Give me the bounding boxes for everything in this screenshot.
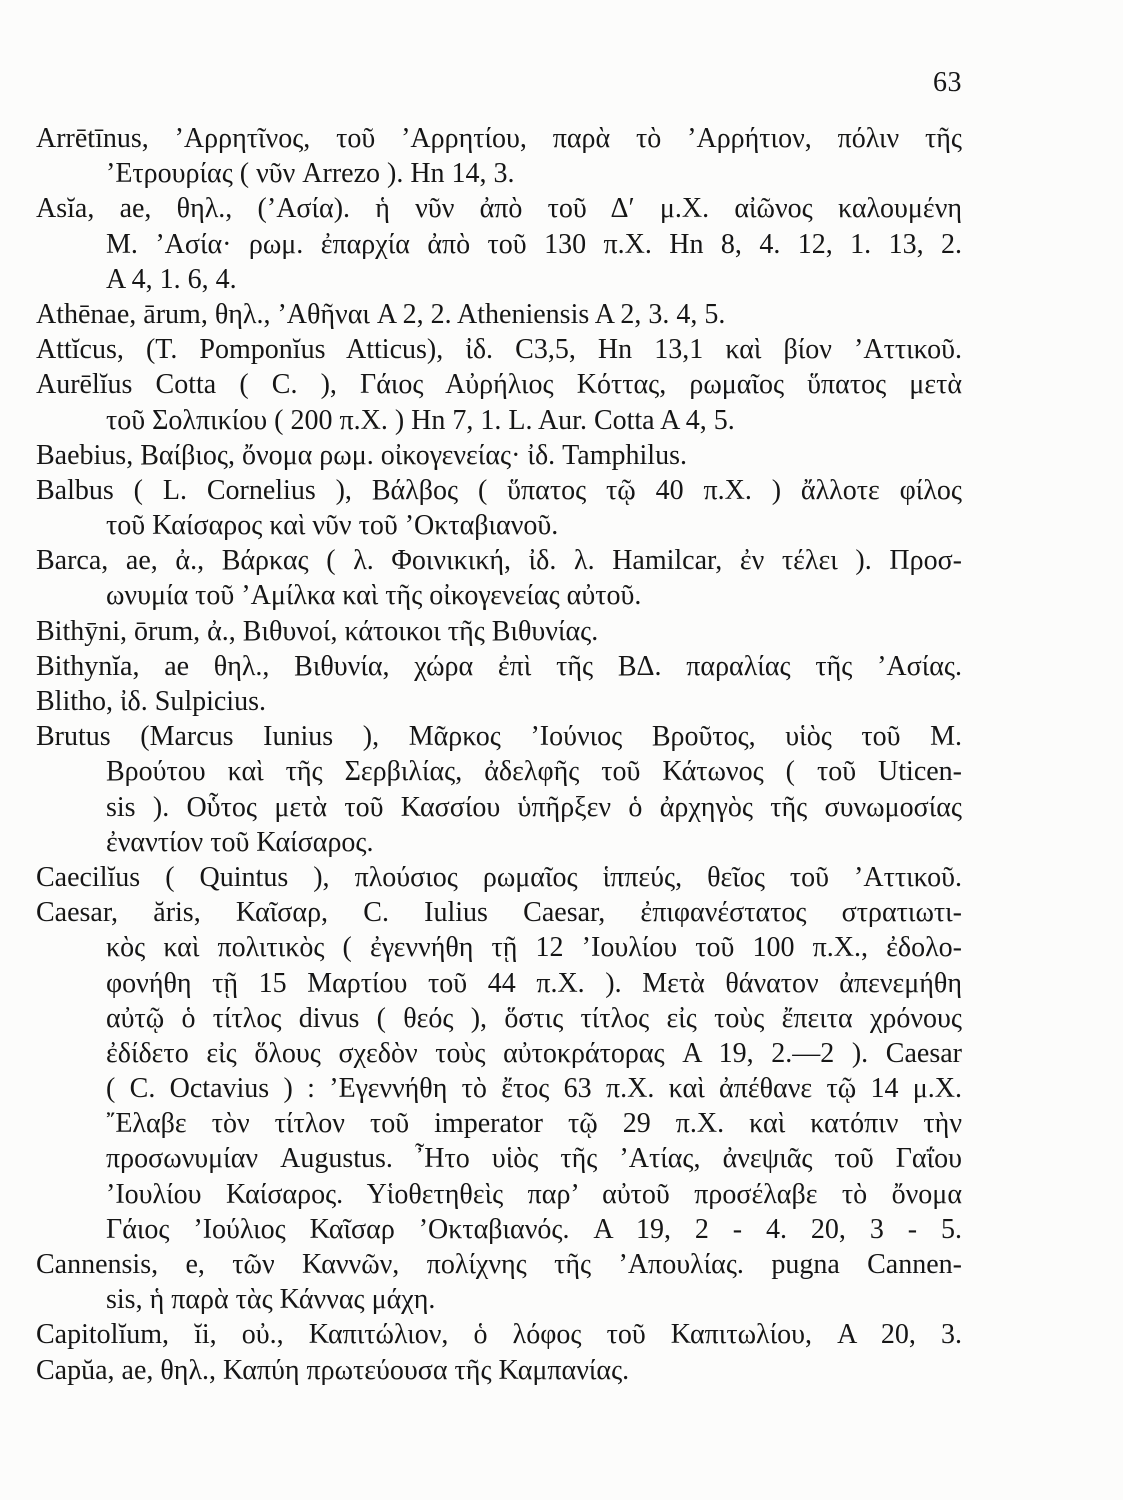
entry-continuation-line: ἐναντίον τοῦ Καίσαρος.: [106, 826, 374, 858]
glossary-entry-atticus: [36, 332, 962, 367]
entry-headword-line: Athēnae, ārum, θηλ., ’Αθῆναι A 2, 2. Atheniensis A 2, 3. 4, 5.: [36, 298, 726, 330]
glossary-entry-blitho: [36, 684, 962, 719]
page-number: 63: [933, 67, 962, 98]
entry-continuation-line: αὐτῷ ὁ τίτλος divus ( θεός ), ὅστις τίτλος εἰς τοὺς ἔπειτα χρόνους: [106, 1002, 962, 1034]
entry-headword-line: Cannensis, e, τῶν Καννῶν, πολίχνης τῆς ’Απουλίας. pugna Cannen-: [36, 1249, 962, 1280]
glossary-text: [36, 121, 962, 1388]
entry-headword-line: Caesar, ăris, Καῖσαρ, C. Iulius Caesar, ἐπιφανέστατος στρατιωτι-: [36, 897, 962, 929]
entry-headword-line: Capŭa, ae, θηλ., Καπύη πρωτεύουσα τῆς Καμπανίας.: [36, 1354, 630, 1386]
entry-headword-line: Arrētīnus, ’Αρρητῖνος, τοῦ ’Αρρητίου, παρὰ τὸ ’Αρρήτιον, πόλιν τῆς: [36, 123, 962, 154]
glossary-entry-bithynia: [36, 649, 962, 684]
glossary-entry-caecilius: [36, 860, 962, 895]
entry-continuation-line: ’Ιουλίου Καίσαρος. Υἱοθετηθεὶς παρ’ αὐτοῦ προσέλαβε τὸ ὄνομα: [106, 1178, 962, 1210]
entry-headword-line: Asĭa, ae, θηλ., (’Ασία). ἡ νῦν ἀπὸ τοῦ Δ′ μ.Χ. αἰῶνος καλουμένη: [36, 193, 962, 225]
entry-continuation-line: τοῦ Καίσαρος καὶ νῦν τοῦ ’Οκταβιανοῦ.: [106, 510, 559, 542]
entry-continuation-line: Γάιος ’Ιούλιος Καῖσαρ ’Οκταβιανός. A 19, 2 - 4. 20, 3 - 5.: [106, 1213, 962, 1245]
entry-continuation-line: Βρούτου καὶ τῆς Σερβιλίας, ἀδελφῆς τοῦ Κάτωνος ( τοῦ Uticen-: [106, 756, 962, 788]
entry-continuation-line: A 4, 1. 6, 4.: [106, 263, 237, 295]
glossary-entry-aurelius: [36, 367, 962, 437]
entry-continuation-line: τοῦ Σολπικίου ( 200 π.Χ. ) Hn 7, 1. L. Aur. Cotta A 4, 5.: [106, 404, 735, 436]
entry-headword-line: Bithynĭa, ae θηλ., Βιθυνία, χώρα ἐπὶ τῆς ΒΔ. παραλίας τῆς ’Ασίας.: [36, 650, 962, 682]
entry-continuation-line: φονήθη τῇ 15 Μαρτίου τοῦ 44 π.Χ. ). Μετὰ θάνατον ἀπενεμήθη: [106, 967, 962, 999]
entry-headword-line: Blitho, ἰδ. Sulpicius.: [36, 686, 266, 717]
entry-continuation-line: ’Ετρουρίας ( νῦν Arrezo ). Hn 14, 3.: [106, 158, 515, 190]
glossary-entry-cannensis: [36, 1247, 962, 1317]
entry-headword-line: Capitolĭum, ĭi, οὐ., Καπιτώλιον, ὁ λόφος τοῦ Καπιτωλίου, A 20, 3.: [36, 1319, 962, 1351]
entry-continuation-line: Μ. ’Ασία· ρωμ. ἐπαρχία ἀπὸ τοῦ 130 π.Χ. Hn 8, 4. 12, 1. 13, 2.: [106, 228, 962, 260]
glossary-entry-capua: [36, 1353, 962, 1388]
entry-headword-line: Caecilĭus ( Quintus ), πλούσιος ρωμαῖος ἱππεύς, θεῖος τοῦ ’Αττικοῦ.: [36, 861, 962, 893]
entry-continuation-line: sis ). Οὗτος μετὰ τοῦ Κασσίου ὑπῆρξεν ὁ ἀρχηγὸς τῆς συνωμοσίας: [106, 791, 962, 823]
glossary-entry-arretinus: [36, 121, 962, 191]
entry-continuation-line: sis, ἡ παρὰ τὰς Κάννας μάχη.: [106, 1284, 436, 1316]
glossary-entry-bithyni: [36, 614, 962, 649]
entry-headword-line: Bithȳni, ōrum, ἀ., Βιθυνοί, κάτοικοι τῆς Βιθυνίας.: [36, 615, 599, 647]
entry-headword-line: Attĭcus, (T. Pomponĭus Atticus), ἰδ. C3,5, Hn 13,1 καὶ βίον ’Αττικοῦ.: [36, 334, 962, 366]
entry-continuation-line: ῎Ελαβε τὸν τίτλον τοῦ imperator τῷ 29 π.Χ. καὶ κατόπιν τὴν: [106, 1108, 962, 1140]
entry-headword-line: Barca, ae, ἀ., Βάρκας ( λ. Φοινικική, ἰδ. λ. Hamilcar, ἐν τέλει ). Προσ-: [36, 545, 962, 577]
glossary-entry-balbus: [36, 473, 962, 543]
entry-headword-line: Baebius, Βαίβιος, ὄνομα ρωμ. οἰκογενείας· ἰδ. Tamphilus.: [36, 439, 687, 471]
entry-headword-line: Balbus ( L. Cornelius ), Βάλβος ( ὕπατος τῷ 40 π.Χ. ) ἄλλοτε φίλος: [36, 474, 962, 506]
entry-continuation-line: κὸς καὶ πολιτικὸς ( ἐγεννήθη τῇ 12 ’Ιουλίου τοῦ 100 π.Χ., ἐδολο-: [106, 932, 962, 964]
entry-continuation-line: προσωνυμίαν Augustus. ῏Ητο υἱὸς τῆς ’Ατίας, ἀνεψιᾶς τοῦ Γαΐου: [106, 1143, 962, 1175]
entry-headword-line: Aurēlĭus Cotta ( C. ), Γάιος Αὐρήλιος Κόττας, ρωμαῖος ὕπατος μετὰ: [36, 369, 962, 401]
entry-continuation-line: ἐδίδετο εἰς ὅλους σχεδὸν τοὺς αὐτοκράτορας A 19, 2.—2 ). Caesar: [106, 1037, 962, 1069]
glossary-entry-brutus: [36, 719, 962, 860]
entry-continuation-line: ωνυμία τοῦ ’Αμίλκα καὶ τῆς οἰκογενείας αὐτοῦ.: [106, 580, 642, 612]
glossary-entry-caesar: [36, 895, 962, 1247]
glossary-entry-barca: [36, 543, 962, 613]
glossary-entry-capitolium: [36, 1317, 962, 1352]
glossary-entry-asia: [36, 191, 962, 297]
glossary-entry-baebius: [36, 438, 962, 473]
entry-headword-line: Brutus (Marcus Iunius ), Μᾶρκος ’Ιούνιος Βροῦτος, υἱὸς τοῦ Μ.: [36, 721, 962, 753]
entry-continuation-line: ( C. Octavius ) : ’Εγεννήθη τὸ ἔτος 63 π.Χ. καὶ ἀπέθανε τῷ 14 μ.Χ.: [106, 1073, 962, 1105]
glossary-entry-athenae: [36, 297, 962, 332]
